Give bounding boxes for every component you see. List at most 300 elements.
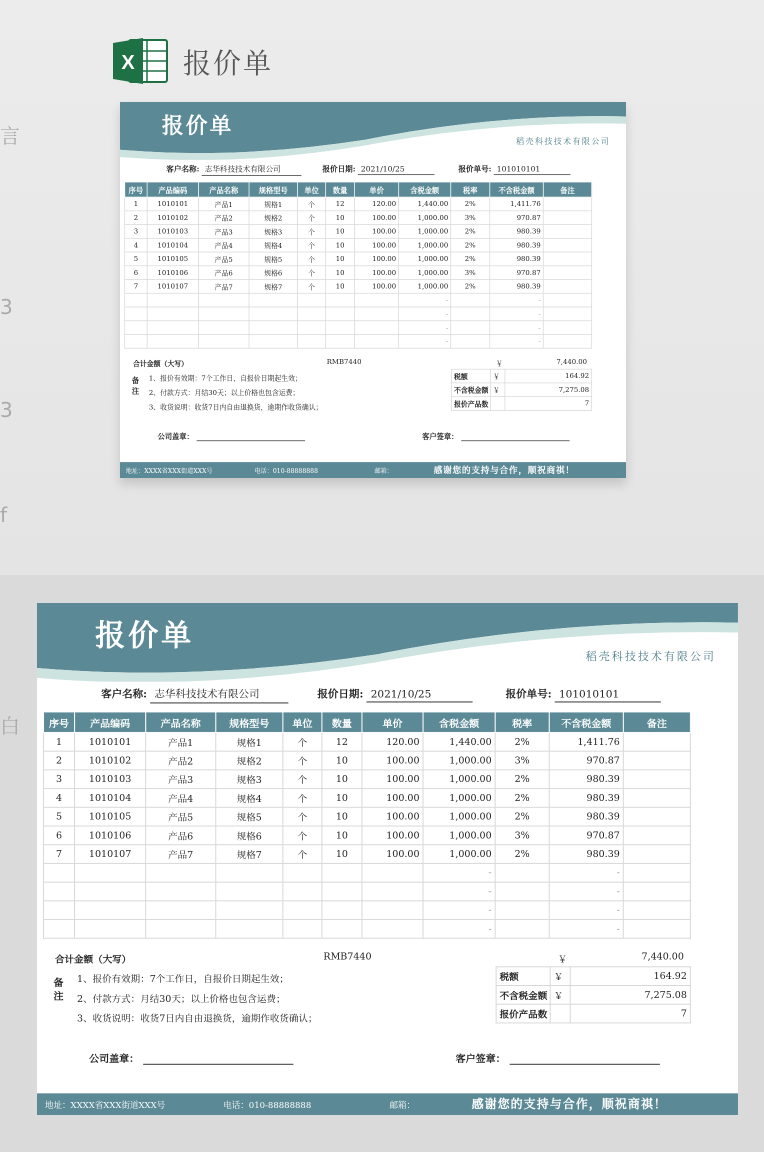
cell-tax-rate: 2% [451, 252, 490, 266]
cell-qty [322, 920, 362, 939]
cell-qty [326, 307, 355, 321]
cell-remark [543, 252, 591, 266]
cell-amount: - [399, 307, 451, 321]
footer-bar [120, 462, 626, 478]
total-label: 合计金额（大写） [55, 954, 132, 966]
cell-unit: 个 [283, 789, 322, 808]
cell-index: 6 [44, 826, 75, 845]
summary-currency [490, 397, 504, 411]
table-header-row [125, 182, 592, 197]
cell-tax-rate: 3% [451, 211, 490, 225]
table-header-row [44, 712, 691, 733]
cell-net-amount: 980.39 [490, 238, 543, 252]
cell-code [75, 901, 146, 920]
table-row [44, 751, 691, 770]
cell-name: 产品7 [198, 280, 249, 294]
cell-index [44, 901, 75, 920]
th-price: 单价 [355, 182, 399, 197]
cell-amount: - [423, 882, 495, 901]
cell-index [125, 334, 147, 348]
cell-remark [623, 732, 690, 751]
cell-net-amount: 1,411.76 [490, 197, 543, 211]
cell-spec: 规格6 [249, 266, 297, 280]
total-currency: ￥ [495, 360, 503, 369]
customer-value: 志华科技技术有限公司 [150, 687, 288, 704]
summary-table [451, 369, 592, 411]
cell-qty [322, 882, 362, 901]
table-row [125, 334, 592, 348]
summary-body [451, 369, 591, 410]
th-index: 序号 [44, 712, 75, 733]
cell-amount: 1,000.00 [423, 789, 495, 808]
cell-tax-rate [451, 307, 490, 321]
cell-name [198, 321, 249, 335]
th-unit: 单位 [283, 712, 322, 733]
cell-index [44, 863, 75, 882]
cell-spec [216, 920, 283, 939]
cell-net-amount: 980.39 [490, 252, 543, 266]
cell-price: 120.00 [355, 197, 399, 211]
customer-value: 志华科技技术有限公司 [202, 163, 302, 175]
cell-remark [543, 238, 591, 252]
th-code: 产品编码 [75, 712, 146, 733]
footer-email: 邮箱： [374, 467, 393, 476]
cell-spec: 规格7 [216, 845, 283, 864]
cell-unit: 个 [297, 252, 325, 266]
cell-spec [249, 293, 297, 307]
cell-code: 1010102 [75, 751, 146, 770]
table-row [44, 807, 691, 826]
cell-tax-rate: 2% [495, 845, 549, 864]
cell-code: 1010102 [147, 211, 198, 225]
cell-remark [543, 293, 591, 307]
cell-tax-rate: 2% [495, 770, 549, 789]
summary-table [496, 966, 691, 1023]
signature-line [197, 440, 305, 441]
table-row [44, 732, 691, 751]
cell-price [362, 863, 423, 882]
cell-amount: 1,000.00 [423, 770, 495, 789]
table-row [44, 770, 691, 789]
cell-remark [623, 770, 690, 789]
cell-tax-rate: 2% [451, 225, 490, 239]
cell-qty [322, 901, 362, 920]
cell-price: 100.00 [362, 826, 423, 845]
cell-price: 100.00 [362, 845, 423, 864]
cell-amount: 1,000.00 [399, 238, 451, 252]
customer-label: 客户名称: [101, 688, 148, 701]
summary-currency: ￥ [490, 369, 504, 383]
cell-index: 2 [125, 211, 147, 225]
cell-price: 100.00 [362, 751, 423, 770]
cell-code [75, 882, 146, 901]
th-code: 产品编码 [147, 182, 198, 197]
customer-sign-field [422, 430, 569, 441]
cell-remark [623, 789, 690, 808]
cell-name [198, 334, 249, 348]
cell-unit: 个 [297, 211, 325, 225]
cell-spec: 规格3 [216, 770, 283, 789]
cell-qty [322, 863, 362, 882]
th-remark: 备注 [623, 712, 690, 733]
cell-net-amount: 980.39 [549, 789, 623, 808]
cell-price: 100.00 [362, 807, 423, 826]
note-item: 1、报价有效期：7个工作日，自报价日期起生效； [148, 374, 302, 383]
summary-value: 7 [570, 1004, 690, 1023]
cell-spec: 规格4 [216, 789, 283, 808]
cell-spec [216, 901, 283, 920]
cell-tax-rate: 2% [495, 732, 549, 751]
cell-tax-rate [451, 321, 490, 335]
cell-qty: 10 [326, 225, 355, 239]
cell-name [198, 307, 249, 321]
cell-spec [249, 334, 297, 348]
cell-code: 1010105 [75, 807, 146, 826]
cell-tax-rate: 3% [495, 826, 549, 845]
table-row [44, 789, 691, 808]
summary-currency: ￥ [550, 967, 570, 986]
cell-spec: 规格4 [249, 238, 297, 252]
cell-net-amount: - [549, 920, 623, 939]
cell-name: 产品4 [146, 789, 216, 808]
cell-net-amount: 970.87 [549, 751, 623, 770]
cell-tax-rate [495, 882, 549, 901]
cell-unit [297, 321, 325, 335]
cell-qty [326, 321, 355, 335]
customer-sign-field [456, 1050, 660, 1065]
th-spec: 规格型号 [249, 182, 297, 197]
cell-amount: 1,440.00 [423, 732, 495, 751]
cell-index: 4 [125, 238, 147, 252]
date-label: 报价日期: [322, 164, 356, 174]
table-row [125, 197, 592, 211]
cell-qty: 10 [322, 751, 362, 770]
cell-net-amount: 980.39 [549, 845, 623, 864]
cell-code [147, 334, 198, 348]
cell-remark [623, 807, 690, 826]
cell-remark [623, 863, 690, 882]
table-body [44, 732, 691, 938]
cell-amount: - [423, 863, 495, 882]
cell-code: 1010104 [147, 238, 198, 252]
signature-line [510, 1064, 660, 1065]
quote-number-value: 101010101 [494, 165, 571, 175]
cell-code [75, 920, 146, 939]
cell-net-amount: - [549, 901, 623, 920]
left-edge-text: 言 [0, 124, 20, 148]
cell-code: 1010103 [147, 225, 198, 239]
cell-qty: 10 [326, 211, 355, 225]
total-in-words: RMB7440 [323, 951, 372, 963]
cell-index: 7 [44, 845, 75, 864]
footer-thanks: 感谢您的支持与合作，顺祝商祺！ [433, 464, 575, 476]
document-title: 报价单 [161, 113, 234, 139]
customer-field [101, 687, 288, 704]
cell-index [125, 293, 147, 307]
cell-unit [297, 307, 325, 321]
summary-row [496, 967, 690, 986]
cell-name: 产品2 [198, 211, 249, 225]
cell-spec: 规格3 [249, 225, 297, 239]
cell-amount: - [399, 334, 451, 348]
cell-net-amount: - [490, 334, 543, 348]
cell-net-amount: - [549, 882, 623, 901]
cell-index: 6 [125, 266, 147, 280]
table-row [125, 280, 592, 294]
total-row [43, 949, 690, 967]
cell-qty [326, 293, 355, 307]
cell-unit [297, 334, 325, 348]
cell-unit [283, 882, 322, 901]
cell-unit: 个 [283, 807, 322, 826]
company-name: 稻壳科技技术有限公司 [516, 136, 611, 147]
cell-tax-rate: 3% [451, 266, 490, 280]
cell-code: 1010104 [75, 789, 146, 808]
th-qty: 数量 [322, 712, 362, 733]
cell-spec [216, 863, 283, 882]
cell-amount: 1,000.00 [399, 266, 451, 280]
th-net-amount: 不含税金额 [549, 712, 623, 733]
cell-name [146, 863, 216, 882]
company-name: 稻壳科技技术有限公司 [585, 650, 716, 664]
cell-code: 1010103 [75, 770, 146, 789]
cell-remark [623, 920, 690, 939]
th-unit: 单位 [297, 182, 325, 197]
signature-line [461, 440, 569, 441]
cell-code: 1010107 [75, 845, 146, 864]
cell-price: 100.00 [355, 280, 399, 294]
cell-amount: - [399, 321, 451, 335]
cell-price: 100.00 [362, 789, 423, 808]
cell-unit [283, 901, 322, 920]
note-item: 3、收货说明：收货7日内自由退换货，逾期作收货确认； [148, 403, 323, 412]
cell-code: 1010106 [75, 826, 146, 845]
cell-net-amount: 980.39 [490, 280, 543, 294]
notes-label: 备注 [51, 977, 63, 1005]
summary-value: 7 [505, 397, 592, 411]
cell-index [44, 920, 75, 939]
total-row [124, 356, 591, 369]
cell-spec: 规格7 [249, 280, 297, 294]
summary-row [496, 986, 690, 1005]
cell-spec: 规格2 [249, 211, 297, 225]
summary-value: 164.92 [505, 369, 592, 383]
cell-unit: 个 [283, 826, 322, 845]
summary-label: 不含税金额 [496, 986, 550, 1005]
cell-amount: 1,000.00 [399, 211, 451, 225]
cell-name: 产品4 [198, 238, 249, 252]
cell-price: 120.00 [362, 732, 423, 751]
cell-index: 3 [125, 225, 147, 239]
cell-tax-rate: 2% [451, 197, 490, 211]
cell-remark [623, 751, 690, 770]
cell-net-amount: 980.39 [549, 770, 623, 789]
th-name: 产品名称 [198, 182, 249, 197]
cell-index [44, 882, 75, 901]
cell-unit: 个 [283, 770, 322, 789]
quote-number-field [506, 687, 661, 703]
cell-index: 3 [44, 770, 75, 789]
table-body [125, 197, 592, 348]
cell-remark [623, 845, 690, 864]
cell-net-amount: 1,411.76 [549, 732, 623, 751]
cell-qty: 10 [322, 826, 362, 845]
cell-qty: 12 [322, 732, 362, 751]
cell-index [125, 307, 147, 321]
total-label: 合计金额（大写） [133, 360, 188, 369]
left-edge-text: 3 [0, 398, 13, 422]
cell-name: 产品1 [198, 197, 249, 211]
date-field [317, 687, 472, 703]
cell-remark [543, 321, 591, 335]
table-row [44, 920, 691, 939]
cell-tax-rate [495, 901, 549, 920]
total-value: 7,440.00 [641, 951, 684, 963]
th-net-amount: 不含税金额 [490, 182, 543, 197]
cell-name [146, 920, 216, 939]
customer-sign-label: 客户签章： [422, 433, 459, 442]
table-row [125, 321, 592, 335]
summary-value: 164.92 [570, 967, 690, 986]
left-edge-text: 3 [0, 295, 13, 319]
table-row [44, 863, 691, 882]
quote-sheet-preview-small [120, 102, 626, 478]
table-row [125, 238, 592, 252]
cell-net-amount: - [549, 863, 623, 882]
cell-tax-rate [451, 293, 490, 307]
cell-net-amount: 980.39 [549, 807, 623, 826]
cell-qty: 12 [326, 197, 355, 211]
cell-name [146, 901, 216, 920]
date-field [322, 163, 434, 175]
cell-amount: - [423, 920, 495, 939]
cell-tax-rate [451, 334, 490, 348]
cell-index [125, 321, 147, 335]
summary-label: 税额 [451, 369, 490, 383]
quote-number-value: 101010101 [555, 689, 661, 703]
date-value: 2021/10/25 [367, 689, 473, 703]
cell-unit [283, 920, 322, 939]
table-row [44, 845, 691, 864]
cell-net-amount: 980.39 [490, 225, 543, 239]
cell-name: 产品6 [198, 266, 249, 280]
cell-qty: 10 [326, 280, 355, 294]
cell-name: 产品3 [198, 225, 249, 239]
quote-number-label: 报价单号: [505, 688, 552, 701]
cell-tax-rate: 2% [451, 238, 490, 252]
cell-spec: 规格1 [249, 197, 297, 211]
company-seal-label: 公司盖章： [89, 1053, 140, 1065]
cell-code: 1010101 [75, 732, 146, 751]
summary-value: 7,275.08 [570, 986, 690, 1005]
cell-net-amount: 970.87 [490, 266, 543, 280]
company-seal-label: 公司盖章： [157, 433, 194, 442]
summary-row [496, 1004, 690, 1023]
table-row [44, 901, 691, 920]
quote-number-field [458, 163, 570, 175]
cell-code: 1010106 [147, 266, 198, 280]
cell-qty: 10 [326, 238, 355, 252]
cell-amount: 1,000.00 [399, 252, 451, 266]
company-seal-field [158, 430, 305, 441]
cell-qty [326, 334, 355, 348]
cell-spec: 规格2 [216, 751, 283, 770]
footer-thanks: 感谢您的支持与合作，顺祝商祺！ [471, 1097, 667, 1112]
note-item: 1、报价有效期：7个工作日，自报价日期起生效； [77, 974, 289, 986]
cell-name: 产品3 [146, 770, 216, 789]
summary-label: 报价产品数 [451, 397, 490, 411]
cell-tax-rate: 2% [495, 807, 549, 826]
cell-name: 产品1 [146, 732, 216, 751]
table-row [44, 882, 691, 901]
table-row [125, 211, 592, 225]
summary-label: 不含税金额 [451, 383, 490, 397]
cell-tax-rate: 2% [451, 280, 490, 294]
total-value: 7,440.00 [556, 357, 587, 366]
cell-amount: 1,440.00 [399, 197, 451, 211]
cell-amount: 1,000.00 [423, 807, 495, 826]
document-title: 报价单 [95, 618, 195, 654]
th-amount: 含税金额 [399, 182, 451, 197]
cell-price: 100.00 [355, 266, 399, 280]
cell-tax-rate [495, 920, 549, 939]
summary-value: 7,275.08 [505, 383, 592, 397]
cell-remark [543, 280, 591, 294]
table-row [44, 826, 691, 845]
table-row [125, 293, 592, 307]
cell-qty: 10 [326, 266, 355, 280]
th-remark: 备注 [543, 182, 591, 197]
cell-price: 100.00 [355, 238, 399, 252]
th-tax-rate: 税率 [451, 182, 490, 197]
left-edge-text: f [0, 503, 8, 527]
note-item: 3、收货说明：收货7日内自由退换货，逾期作收货确认； [77, 1013, 318, 1025]
items-table [124, 182, 592, 349]
date-value: 2021/10/25 [358, 165, 435, 175]
cell-code [147, 307, 198, 321]
cell-name: 产品2 [146, 751, 216, 770]
excel-icon [111, 37, 171, 85]
th-name: 产品名称 [146, 712, 216, 733]
cell-unit: 个 [283, 845, 322, 864]
notes-label: 备注 [130, 376, 139, 398]
summary-label: 税额 [496, 967, 550, 986]
date-label: 报价日期: [317, 688, 364, 701]
cell-spec: 规格5 [216, 807, 283, 826]
table-row [125, 266, 592, 280]
footer-bar [37, 1093, 738, 1115]
note-item: 2、付款方式：月结30天；以上价格也包含运费； [77, 993, 286, 1005]
cell-unit: 个 [297, 197, 325, 211]
cell-remark [623, 882, 690, 901]
footer-address: 地址：XXXX省XXX街道XXX号 [45, 1101, 166, 1112]
cell-remark [543, 197, 591, 211]
cell-code: 1010107 [147, 280, 198, 294]
cell-qty: 10 [322, 789, 362, 808]
cell-index: 1 [125, 197, 147, 211]
cell-amount: - [423, 901, 495, 920]
cell-code: 1010105 [147, 252, 198, 266]
summary-row [451, 383, 591, 397]
cell-code [75, 863, 146, 882]
summary-label: 报价产品数 [496, 1004, 550, 1023]
footer-email: 邮箱： [389, 1101, 416, 1112]
svg-text:X: X [121, 52, 135, 74]
footer-phone: 电话：010-88888888 [254, 467, 318, 476]
cell-spec: 规格6 [216, 826, 283, 845]
cell-name: 产品5 [146, 807, 216, 826]
cell-tax-rate [495, 863, 549, 882]
